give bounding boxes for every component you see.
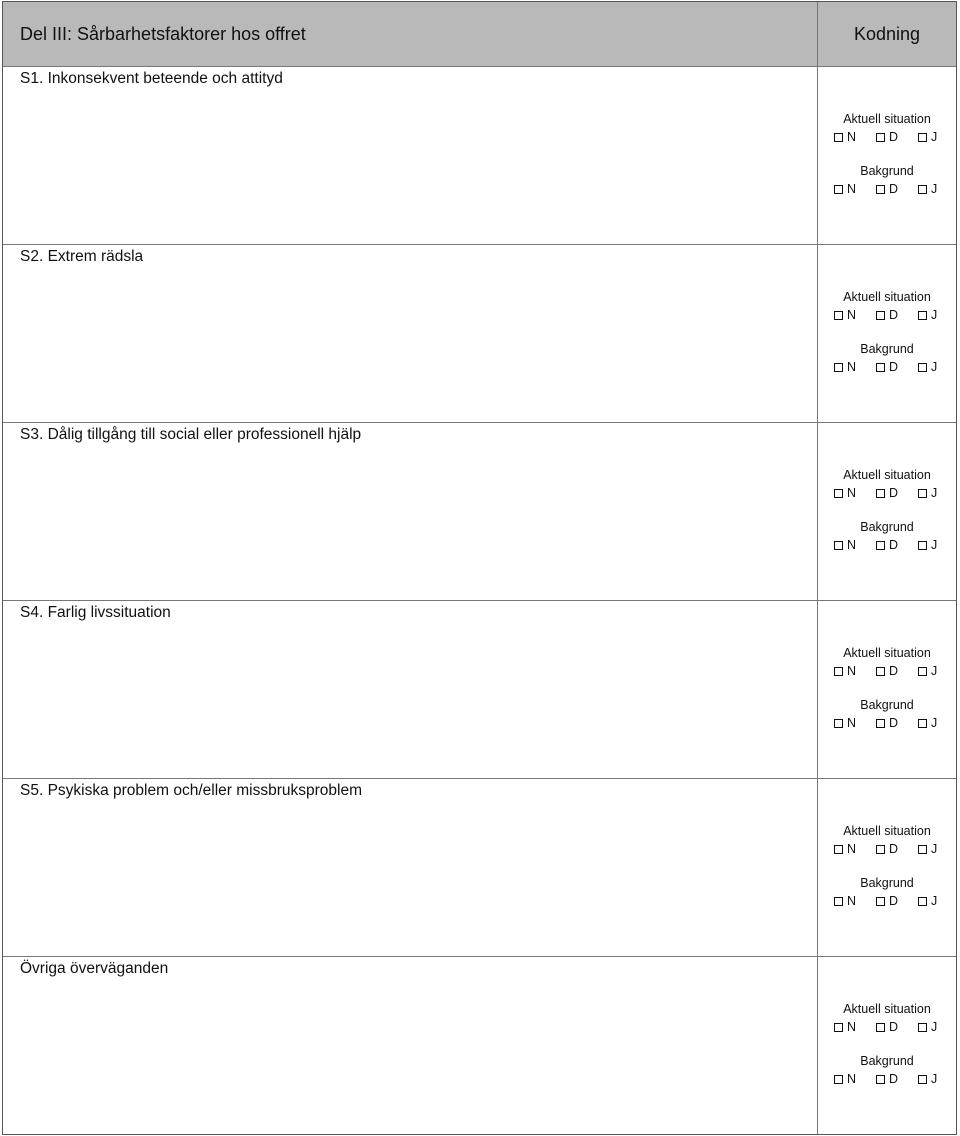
- current-option-d[interactable]: [876, 128, 918, 146]
- option-label: N: [847, 716, 857, 730]
- option-label: N: [847, 894, 857, 908]
- option-label: N: [847, 1072, 857, 1086]
- section-title: Del III: Sårbarhetsfaktorer hos offret: [3, 2, 818, 66]
- factor-notes-cell[interactable]: [3, 67, 818, 244]
- current-situation-label: Aktuell situation: [843, 290, 931, 304]
- checkbox-icon[interactable]: [918, 897, 927, 906]
- current-options: [834, 484, 940, 502]
- background-option-j[interactable]: [918, 892, 940, 910]
- coding-cell: [818, 601, 956, 778]
- option-label: N: [847, 538, 857, 552]
- coding-cell: [818, 957, 956, 1134]
- checkbox-icon[interactable]: [918, 667, 927, 676]
- checkbox-icon[interactable]: [834, 489, 843, 498]
- factor-label: S5. Psykiska problem och/eller missbruksproblem: [20, 782, 362, 799]
- option-label: N: [847, 130, 857, 144]
- checkbox-icon[interactable]: [834, 1023, 843, 1032]
- checkbox-icon[interactable]: [876, 363, 885, 372]
- option-label: N: [847, 1020, 857, 1034]
- option-label: D: [889, 894, 899, 908]
- background-option-j[interactable]: [918, 180, 940, 198]
- option-label: N: [847, 360, 857, 374]
- background-option-n[interactable]: [834, 714, 876, 732]
- checkbox-icon[interactable]: [876, 133, 885, 142]
- factor-row: [3, 600, 956, 778]
- checkbox-icon[interactable]: [876, 311, 885, 320]
- current-option-d[interactable]: [876, 1018, 918, 1036]
- current-options: [834, 1018, 940, 1036]
- checkbox-icon[interactable]: [834, 719, 843, 728]
- option-label: J: [931, 664, 938, 678]
- option-label: J: [931, 1072, 938, 1086]
- current-option-j[interactable]: [918, 484, 940, 502]
- form-header: [3, 2, 956, 66]
- factor-notes-cell[interactable]: [3, 245, 818, 422]
- option-label: J: [931, 308, 938, 322]
- background-option-d[interactable]: [876, 892, 918, 910]
- current-option-j[interactable]: [918, 840, 940, 858]
- background-option-n[interactable]: [834, 180, 876, 198]
- background-options: [834, 1070, 940, 1088]
- checkbox-icon[interactable]: [834, 363, 843, 372]
- current-options: [834, 662, 940, 680]
- background-option-j[interactable]: [918, 1070, 940, 1088]
- option-label: D: [889, 308, 899, 322]
- checkbox-icon[interactable]: [918, 489, 927, 498]
- background-situation-label: Bakgrund: [860, 342, 914, 356]
- current-option-n[interactable]: [834, 128, 876, 146]
- factor-row: [3, 66, 956, 244]
- current-situation-label: Aktuell situation: [843, 646, 931, 660]
- current-option-d[interactable]: [876, 306, 918, 324]
- checkbox-icon[interactable]: [918, 363, 927, 372]
- factor-row: [3, 778, 956, 956]
- option-label: N: [847, 182, 857, 196]
- coding-column-title: Kodning: [853, 23, 921, 44]
- current-option-j[interactable]: [918, 662, 940, 680]
- current-option-j[interactable]: [918, 1018, 940, 1036]
- background-option-d[interactable]: [876, 358, 918, 376]
- option-label: N: [847, 308, 857, 322]
- factor-notes-cell[interactable]: [3, 779, 818, 956]
- vulnerability-form: [2, 1, 957, 1135]
- checkbox-icon[interactable]: [918, 185, 927, 194]
- current-option-d[interactable]: [876, 662, 918, 680]
- checkbox-icon[interactable]: [876, 897, 885, 906]
- background-option-n[interactable]: [834, 536, 876, 554]
- option-label: N: [847, 842, 857, 856]
- option-label: J: [931, 1020, 938, 1034]
- current-option-n[interactable]: [834, 1018, 876, 1036]
- factor-label: S1. Inkonsekvent beteende och attityd: [20, 70, 283, 87]
- checkbox-icon[interactable]: [918, 541, 927, 550]
- checkbox-icon[interactable]: [876, 1075, 885, 1084]
- current-situation-label: Aktuell situation: [843, 824, 931, 838]
- factor-label: Övriga överväganden: [20, 960, 169, 977]
- coding-group: [818, 289, 956, 393]
- checkbox-icon[interactable]: [876, 489, 885, 498]
- background-situation-label: Bakgrund: [860, 164, 914, 178]
- background-options: [834, 358, 940, 376]
- background-situation-label: Bakgrund: [860, 698, 914, 712]
- current-option-d[interactable]: [876, 484, 918, 502]
- background-option-d[interactable]: [876, 180, 918, 198]
- checkbox-icon[interactable]: [834, 185, 843, 194]
- checkbox-icon[interactable]: [834, 667, 843, 676]
- background-option-j[interactable]: [918, 536, 940, 554]
- checkbox-icon[interactable]: [834, 1075, 843, 1084]
- option-label: D: [889, 1020, 899, 1034]
- factor-label: S4. Farlig livssituation: [20, 604, 171, 621]
- coding-cell: [818, 779, 956, 956]
- factor-notes-cell[interactable]: [3, 423, 818, 600]
- coding-group: [818, 467, 956, 571]
- option-label: D: [889, 182, 899, 196]
- factor-row: [3, 244, 956, 422]
- background-option-d[interactable]: [876, 1070, 918, 1088]
- factor-row: [3, 422, 956, 600]
- background-situation-label: Bakgrund: [860, 520, 914, 534]
- current-situation-label: Aktuell situation: [843, 468, 931, 482]
- current-situation-label: Aktuell situation: [843, 1002, 931, 1016]
- option-label: N: [847, 664, 857, 678]
- coding-cell: [818, 423, 956, 600]
- checkbox-icon[interactable]: [918, 845, 927, 854]
- background-situation-label: Bakgrund: [860, 876, 914, 890]
- checkbox-icon[interactable]: [918, 133, 927, 142]
- option-label: J: [931, 360, 938, 374]
- background-option-n[interactable]: [834, 358, 876, 376]
- option-label: D: [889, 842, 899, 856]
- option-label: J: [931, 538, 938, 552]
- background-options: [834, 180, 940, 198]
- factor-row: [3, 956, 956, 1134]
- background-option-j[interactable]: [918, 358, 940, 376]
- background-situation-label: Bakgrund: [860, 1054, 914, 1068]
- option-label: J: [931, 894, 938, 908]
- current-option-n[interactable]: [834, 484, 876, 502]
- background-options: [834, 714, 940, 732]
- option-label: D: [889, 360, 899, 374]
- option-label: D: [889, 716, 899, 730]
- option-label: D: [889, 486, 899, 500]
- checkbox-icon[interactable]: [876, 719, 885, 728]
- checkbox-icon[interactable]: [876, 667, 885, 676]
- current-option-j[interactable]: [918, 128, 940, 146]
- checkbox-icon[interactable]: [834, 845, 843, 854]
- coding-cell: [818, 67, 956, 244]
- current-options: [834, 306, 940, 324]
- factor-notes-cell[interactable]: [3, 957, 818, 1134]
- option-label: D: [889, 130, 899, 144]
- factor-label: S3. Dålig tillgång till social eller professionell hjälp: [20, 426, 362, 443]
- option-label: J: [931, 842, 938, 856]
- option-label: D: [889, 1072, 899, 1086]
- checkbox-icon[interactable]: [918, 311, 927, 320]
- coding-group: [818, 823, 956, 927]
- checkbox-icon[interactable]: [834, 133, 843, 142]
- checkbox-icon[interactable]: [918, 719, 927, 728]
- coding-cell: [818, 245, 956, 422]
- current-situation-label: Aktuell situation: [843, 112, 931, 126]
- checkbox-icon[interactable]: [834, 541, 843, 550]
- current-option-j[interactable]: [918, 306, 940, 324]
- background-option-d[interactable]: [876, 536, 918, 554]
- checkbox-icon[interactable]: [834, 897, 843, 906]
- coding-group: [818, 1001, 956, 1105]
- checkbox-icon[interactable]: [918, 1023, 927, 1032]
- option-label: D: [889, 538, 899, 552]
- background-option-n[interactable]: [834, 892, 876, 910]
- current-options: [834, 128, 940, 146]
- current-option-d[interactable]: [876, 840, 918, 858]
- option-label: J: [931, 716, 938, 730]
- current-option-n[interactable]: [834, 840, 876, 858]
- background-option-j[interactable]: [918, 714, 940, 732]
- option-label: J: [931, 130, 938, 144]
- current-option-n[interactable]: [834, 306, 876, 324]
- option-label: J: [931, 182, 938, 196]
- background-option-d[interactable]: [876, 714, 918, 732]
- checkbox-icon[interactable]: [876, 845, 885, 854]
- option-label: D: [889, 664, 899, 678]
- option-label: N: [847, 486, 857, 500]
- coding-group: [818, 111, 956, 215]
- background-option-n[interactable]: [834, 1070, 876, 1088]
- current-options: [834, 840, 940, 858]
- factor-notes-cell[interactable]: [3, 601, 818, 778]
- background-options: [834, 892, 940, 910]
- checkbox-icon[interactable]: [876, 1023, 885, 1032]
- current-option-n[interactable]: [834, 662, 876, 680]
- checkbox-icon[interactable]: [834, 311, 843, 320]
- option-label: J: [931, 486, 938, 500]
- checkbox-icon[interactable]: [876, 541, 885, 550]
- background-options: [834, 536, 940, 554]
- checkbox-icon[interactable]: [918, 1075, 927, 1084]
- factor-label: S2. Extrem rädsla: [20, 248, 144, 265]
- coding-group: [818, 645, 956, 749]
- checkbox-icon[interactable]: [876, 185, 885, 194]
